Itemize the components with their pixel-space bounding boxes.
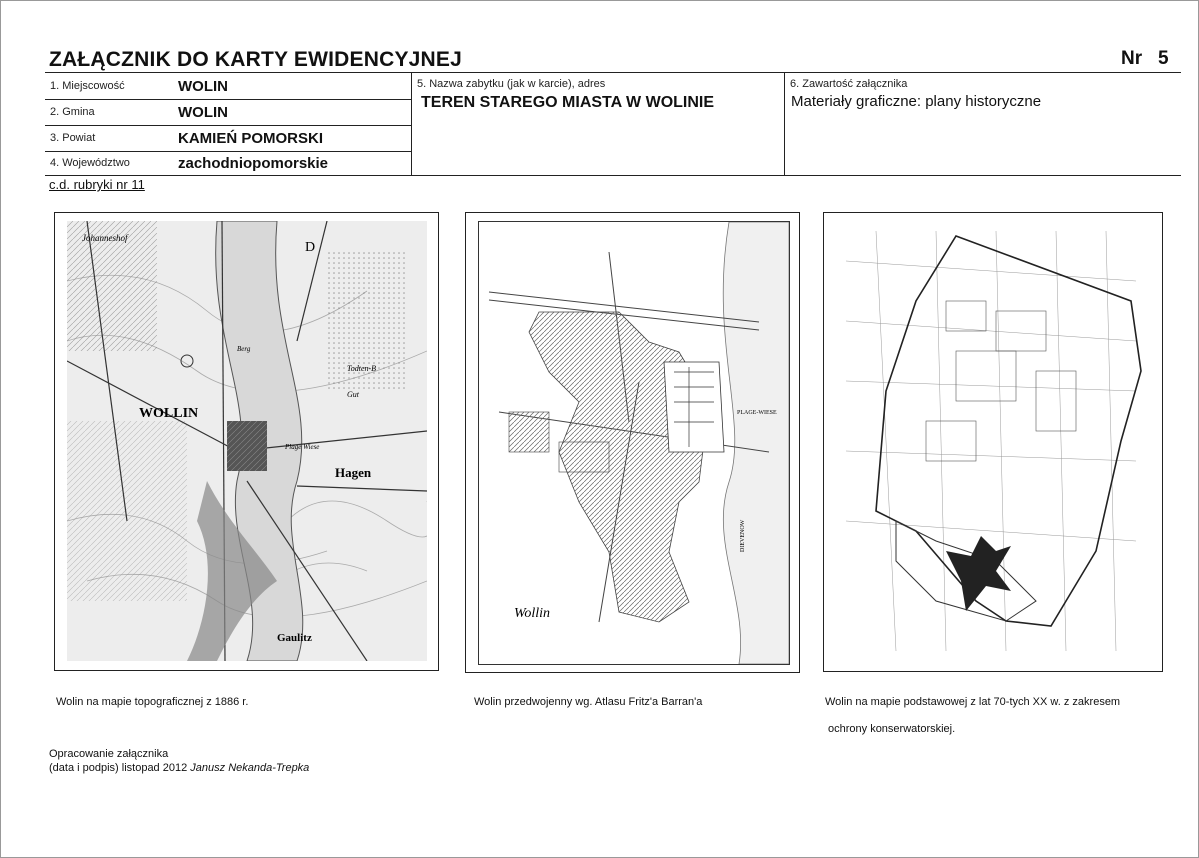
row-divider-1 bbox=[45, 99, 411, 100]
table-bottom-rule bbox=[45, 175, 1181, 176]
number-label: Nr bbox=[1121, 48, 1143, 69]
map-label-wollin: WOLLIN bbox=[139, 406, 199, 421]
preparation-author: Janusz Nekanda-Trepka bbox=[190, 762, 310, 774]
preparation-details bbox=[49, 762, 309, 774]
map-label-todten-b: Todten-B bbox=[347, 364, 377, 373]
map-label-plage-wiese-atlas: PLAGE-WIESE bbox=[737, 410, 777, 416]
prewar-atlas-map-image bbox=[478, 221, 790, 665]
caption-map-1886: Wolin na mapie topograficznej z 1886 r. bbox=[56, 696, 249, 708]
map-label-wollin-atlas: Wollin bbox=[514, 606, 551, 621]
map-label-berg: Berg bbox=[237, 345, 251, 353]
caption-map-base-line1: Wolin na mapie podstawowej z lat 70-tych XX w. z zakresem bbox=[825, 696, 1121, 708]
caption-map-base-line2: ochrony konserwatorskiej. bbox=[828, 723, 956, 735]
field-value-gmina: WOLIN bbox=[178, 104, 228, 121]
map-label-gut: Gut bbox=[347, 390, 359, 399]
map-label-plage-wiese: Plage Wiese bbox=[285, 443, 320, 451]
continuation-note: c.d. rubryki nr 11 bbox=[49, 177, 145, 192]
field-value-miejscowosc: WOLIN bbox=[178, 78, 228, 95]
caption-map-prewar: Wolin przedwojenny wg. Atlasu Fritz'a Barran'a bbox=[474, 696, 703, 708]
map-label-johanneshof: Johanneshof bbox=[82, 233, 128, 243]
base-map-image bbox=[836, 221, 1152, 661]
field-label-miejscowosc: 1. Miejscowość bbox=[50, 80, 125, 92]
map-label-dievenow: DIEVENOW bbox=[740, 519, 746, 552]
col-divider-2 bbox=[784, 72, 785, 176]
field-value-powiat: KAMIEŃ POMORSKI bbox=[178, 130, 324, 147]
map-frame-prewar bbox=[465, 212, 800, 673]
svg-text:D: D bbox=[305, 240, 316, 255]
attachment-value: Materiały graficzne: plany historyczne bbox=[791, 93, 1042, 110]
preparation-date: (data i podpis) listopad 2012 bbox=[49, 762, 188, 774]
header-rule bbox=[45, 72, 1181, 73]
field-label-powiat: 3. Powiat bbox=[50, 132, 96, 144]
map-frame-base-1970s bbox=[823, 212, 1163, 672]
col-divider-1 bbox=[411, 72, 412, 176]
document-title: ZAŁĄCZNIK DO KARTY EWIDENCYJNEJ bbox=[49, 48, 463, 71]
field-value-wojewodztwo: zachodniopomorskie bbox=[178, 155, 329, 172]
map-label-gaulitz: Gaulitz bbox=[277, 632, 312, 644]
row-divider-3 bbox=[45, 151, 411, 152]
topographic-map-image bbox=[67, 221, 427, 661]
map-label-hagen: Hagen bbox=[335, 465, 372, 480]
map-frame-1886 bbox=[54, 212, 439, 671]
monument-value: TEREN STAREGO MIASTA W WOLINIE bbox=[421, 94, 715, 111]
field-label-wojewodztwo: 4. Województwo bbox=[50, 157, 130, 169]
field-label-gmina: 2. Gmina bbox=[50, 106, 95, 118]
attachment-label: 6. Zawartość załącznika bbox=[790, 78, 908, 90]
preparation-label: Opracowanie załącznika bbox=[49, 748, 169, 760]
monument-label: 5. Nazwa zabytku (jak w karcie), adres bbox=[417, 78, 606, 90]
number-value: 5 bbox=[1158, 48, 1169, 69]
row-divider-2 bbox=[45, 125, 411, 126]
